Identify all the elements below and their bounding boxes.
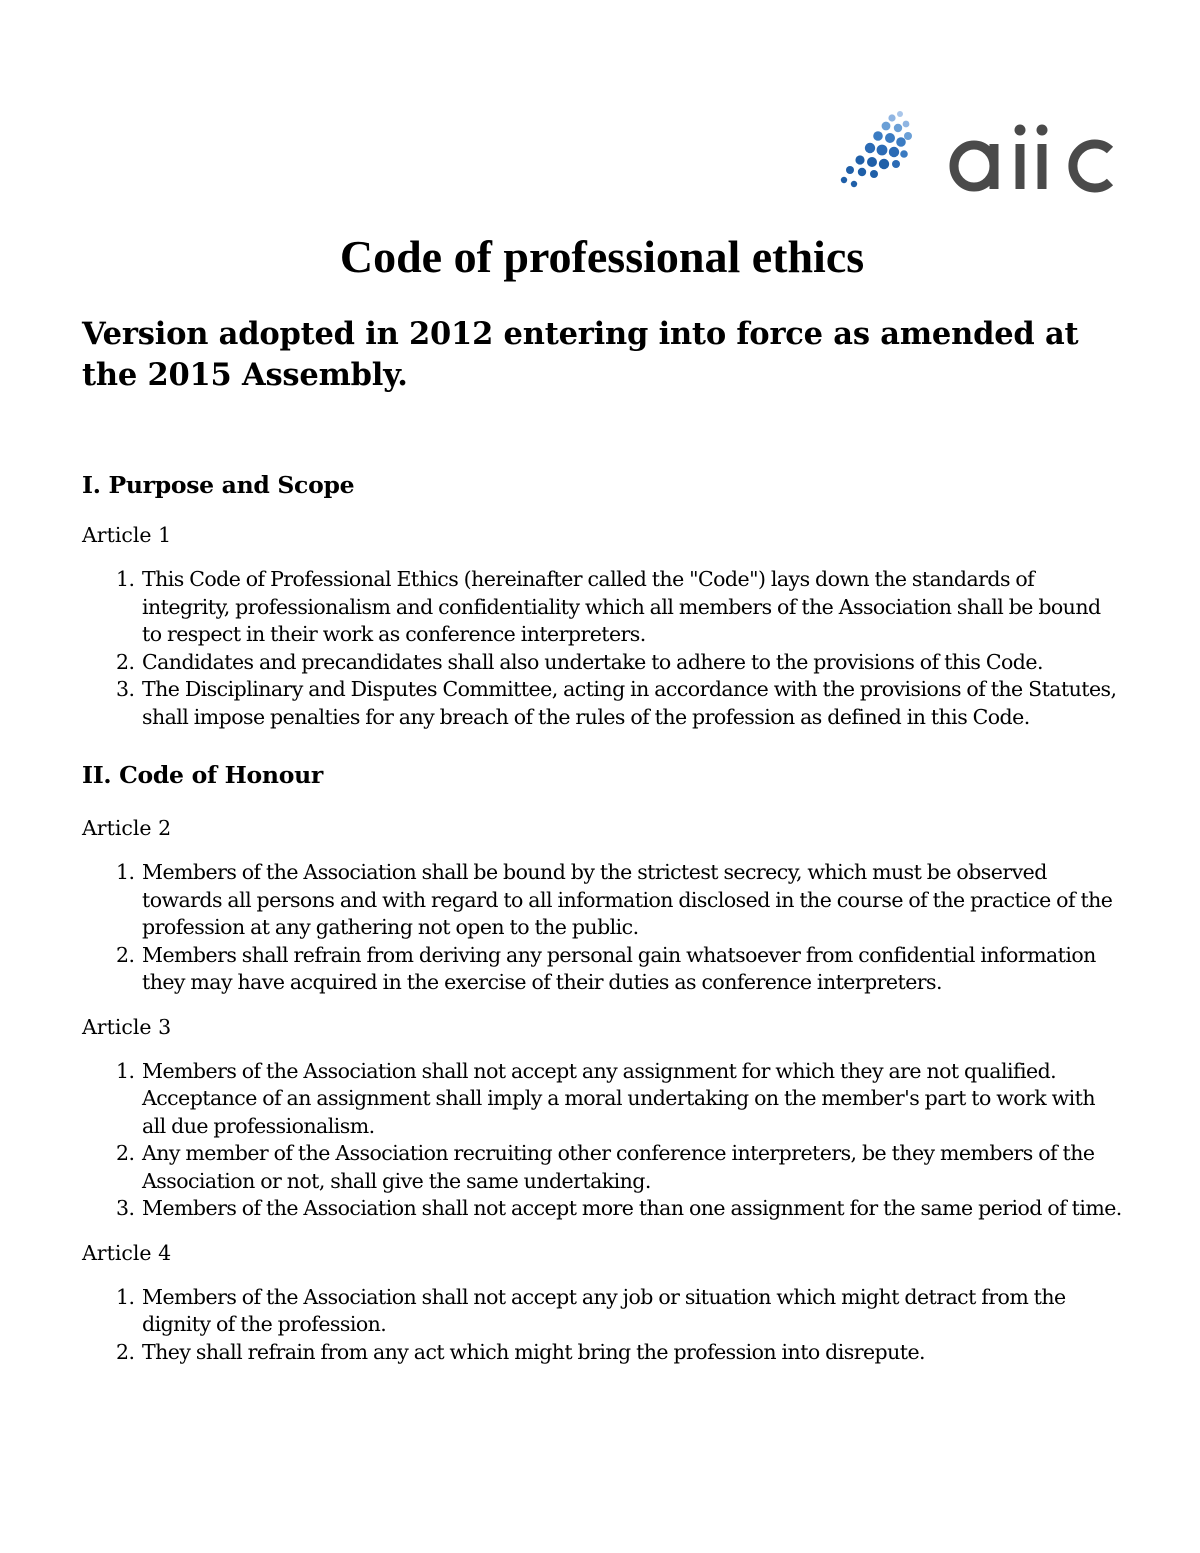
document-content — [82, 224, 1122, 1366]
list-item-number: 2. — [116, 1141, 135, 1165]
article-label: Article 3 — [82, 1014, 172, 1039]
list-item-text: Members of the Association shall not accept more than one assignment for the same period of time. — [142, 1196, 1122, 1220]
list-item — [82, 1195, 1122, 1223]
list-item-text: Members of the Association shall be bound by the strictest secrecy, which must be observed towards all persons and with regard to all information disclosed in the course of the practice of the profession at any gathering not open to the public. — [142, 860, 1113, 939]
article-list — [82, 1284, 1122, 1367]
list-item — [82, 1284, 1122, 1339]
list-item — [82, 1058, 1122, 1141]
section-heading: I. Purpose and Scope — [82, 471, 355, 499]
list-item-number: 1. — [116, 567, 135, 591]
page-subtitle: Version adopted in 2012 entering into force as amended at the 2015 Assembly. — [82, 316, 1079, 393]
list-item — [82, 1140, 1122, 1195]
article-list — [82, 1058, 1122, 1223]
section-heading: II. Code of Honour — [82, 761, 323, 789]
logo-dots-i — [1015, 125, 1048, 136]
list-item-text: Members of the Association shall not accept any job or situation which might detract from the dignity of the profession. — [142, 1284, 1066, 1336]
list-item-text: This Code of Professional Ethics (hereinafter called the "Code") lays down the standards of integrity, professionalism and confidentiality which all members of the Association shall be bound to respect in their work as conference interpreters. — [142, 567, 1101, 646]
list-item — [82, 942, 1122, 997]
list-item-text: The Disciplinary and Disputes Committee, acting in accordance with the provisions of the Statutes, shall impose penalties for any breach of the rules of the profession as defined in this Code. — [142, 677, 1117, 729]
list-item-number: 1. — [116, 1058, 135, 1083]
article-list — [82, 566, 1122, 731]
list-item — [82, 566, 1122, 649]
aiic-logo — [834, 100, 1124, 200]
list-item — [82, 859, 1122, 942]
list-item — [82, 676, 1122, 731]
aiic-logo-graphic — [834, 100, 1124, 200]
list-item-number: 3. — [116, 1196, 135, 1220]
list-item-text: Members of the Association shall not accept any assignment for which they are not qualified. Acceptance of an assignment shall imply a moral undertaking on the member's part to work with all due professionalism. — [142, 1058, 1095, 1138]
article-label: Article 4 — [82, 1240, 172, 1265]
article-label: Article 1 — [82, 523, 172, 547]
list-item — [82, 1339, 1122, 1367]
list-item-number: 2. — [116, 942, 135, 967]
list-item-number: 2. — [116, 649, 135, 674]
page-title: Code of professional ethics — [339, 231, 865, 282]
article-label: Article 2 — [82, 816, 172, 840]
list-item — [82, 649, 1122, 677]
list-item-text: Any member of the Association recruiting other conference interpreters, be they members of the Association or not, shall give the same undertaking. — [142, 1141, 1095, 1193]
list-item-number: 3. — [116, 677, 135, 701]
article-list — [82, 859, 1122, 997]
list-item-number: 2. — [116, 1339, 135, 1364]
list-item-number: 1. — [116, 860, 135, 884]
list-item-number: 1. — [116, 1284, 135, 1309]
list-item-text: Candidates and precandidates shall also undertake to adhere to the provisions of this Code. — [142, 649, 1043, 674]
list-item-text: They shall refrain from any act which might bring the profession into disrepute. — [142, 1339, 925, 1364]
list-item-text: Members shall refrain from deriving any personal gain whatsoever from confidential information they may have acquired in the exercise of their duties as conference interpreters. — [142, 942, 1096, 994]
logo-wordmark — [954, 144, 1110, 189]
logo-dots — [841, 111, 912, 187]
